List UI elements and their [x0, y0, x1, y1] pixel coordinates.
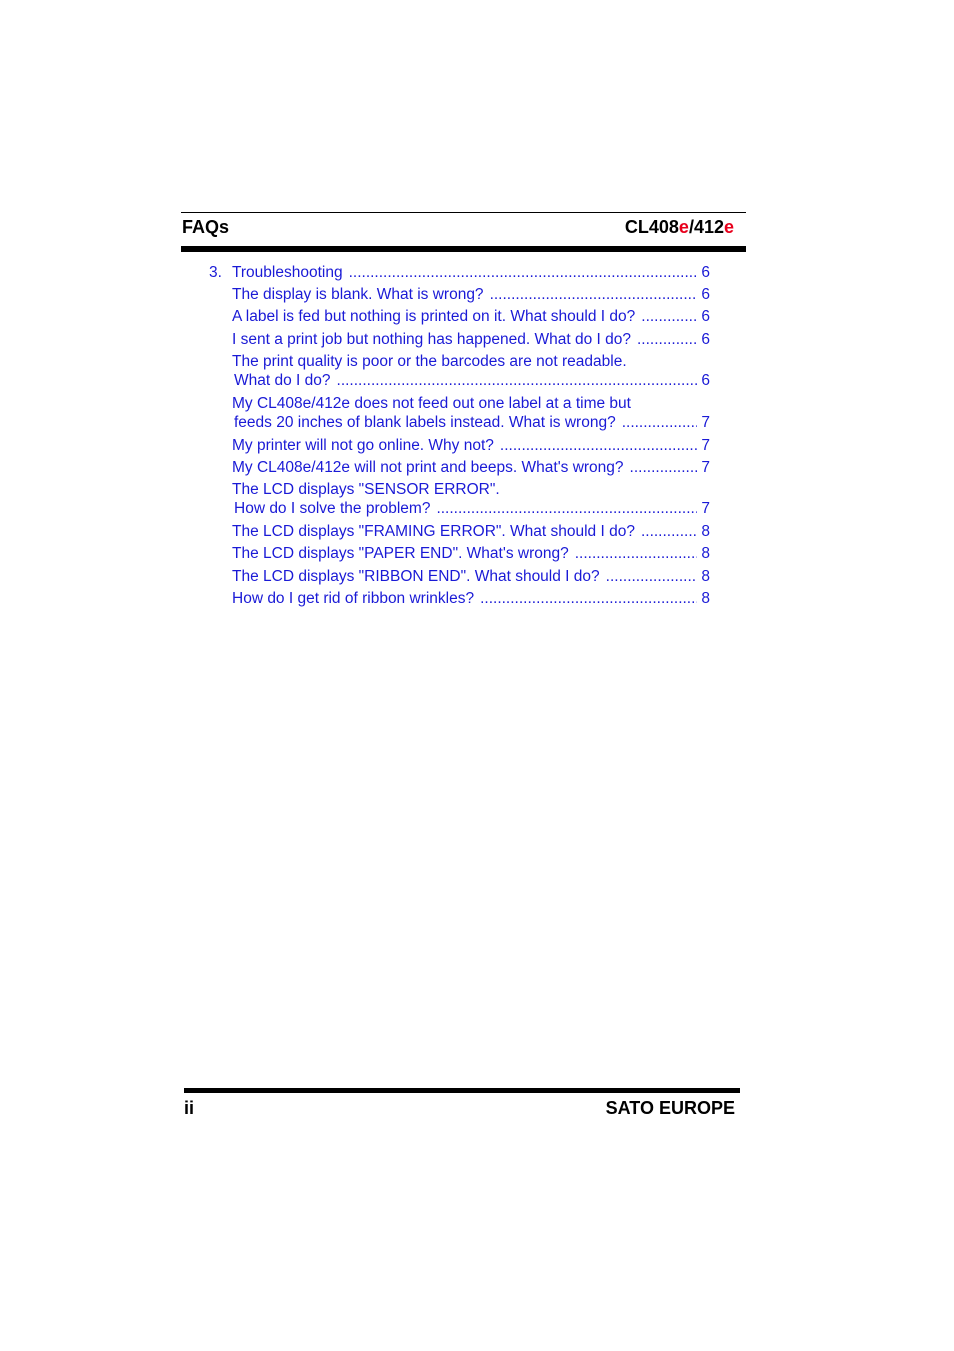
toc-page-number: 6	[701, 331, 710, 348]
toc-page-number: 8	[701, 590, 710, 607]
toc-entry-text: My CL408e/412e will not print and beeps. What's wrong?	[232, 459, 624, 476]
toc-entry[interactable]	[209, 435, 710, 457]
toc-entry-text: How do I get rid of ribbon wrinkles?	[232, 590, 475, 607]
model-prefix: CL408	[624, 217, 679, 237]
toc-entry[interactable]	[209, 393, 710, 434]
toc-entry[interactable]	[209, 329, 710, 351]
toc-page-number: 6	[701, 264, 710, 281]
toc-entry-text: I sent a print job but nothing has happened. What do I do?	[232, 331, 631, 348]
toc-entry[interactable]	[209, 521, 710, 543]
toc-entry-text: The LCD displays "RIBBON END". What should I do?	[232, 568, 600, 585]
toc-dot-leader	[500, 435, 697, 457]
company-name: SATO EUROPE	[605, 1098, 735, 1118]
toc-entry[interactable]	[209, 284, 710, 306]
toc-dot-leader	[490, 284, 698, 306]
toc-entry-text: The LCD displays "SENSOR ERROR".	[232, 481, 500, 498]
toc-dot-leader	[630, 457, 698, 479]
toc-entry[interactable]	[209, 543, 710, 565]
toc-entry[interactable]	[209, 588, 710, 610]
toc-dot-leader	[641, 521, 697, 543]
toc-page-number: 6	[701, 286, 710, 303]
toc-entry-text: How do I solve the problem?	[234, 500, 431, 517]
toc-entry-text: My printer will not go online. Why not?	[232, 437, 494, 454]
toc-entry-text: The LCD displays "FRAMING ERROR". What should I do?	[232, 523, 635, 540]
footer-bar	[184, 1088, 740, 1093]
toc-page-number: 7	[701, 414, 710, 431]
toc-entry[interactable]	[209, 351, 710, 392]
toc-entry-text: What do I do?	[234, 372, 331, 389]
toc-page-number: 8	[701, 568, 710, 585]
toc-entry[interactable]	[209, 457, 710, 479]
toc-dot-leader	[349, 262, 698, 284]
toc-entry[interactable]	[209, 566, 710, 588]
toc-page-number: 8	[701, 545, 710, 562]
toc-entry[interactable]	[209, 262, 710, 284]
toc-dot-leader	[641, 306, 697, 328]
toc-page-number: 6	[701, 372, 710, 389]
page-number: ii	[184, 1098, 195, 1118]
toc-entry-text: The print quality is poor or the barcodes are not readable.	[232, 353, 627, 370]
toc-entry-text: The display is blank. What is wrong?	[232, 286, 484, 303]
toc-entry-text: feeds 20 inches of blank labels instead. What is wrong?	[234, 414, 616, 431]
toc-entry[interactable]	[209, 306, 710, 328]
toc-section-number: 3.	[209, 264, 222, 281]
toc-dot-leader	[480, 588, 697, 610]
toc-entry-text: Troubleshooting	[232, 264, 343, 281]
toc-dot-leader	[606, 566, 698, 588]
model-name	[625, 217, 734, 238]
toc-page-number: 6	[701, 308, 710, 325]
toc-dot-leader	[575, 543, 698, 565]
model-suffix-e1: e	[678, 217, 689, 237]
toc-dot-leader	[622, 412, 698, 434]
toc-dot-leader	[436, 498, 697, 520]
toc-dot-leader	[637, 329, 697, 351]
page-title: FAQs	[182, 217, 230, 237]
header-bar	[181, 246, 746, 252]
toc-dot-leader	[337, 370, 698, 392]
toc-page-number: 8	[701, 523, 710, 540]
header-rule	[181, 212, 746, 213]
toc-page-number: 7	[701, 500, 710, 517]
toc-page-number: 7	[701, 437, 710, 454]
toc-entry-text: The LCD displays "PAPER END". What's wrong?	[232, 545, 569, 562]
toc-entry-text: A label is fed but nothing is printed on it. What should I do?	[232, 308, 636, 325]
toc-page-number: 7	[701, 459, 710, 476]
model-suffix-e2: e	[723, 217, 734, 237]
toc-entry[interactable]	[209, 479, 710, 520]
toc-entry-text: My CL408e/412e does not feed out one label at a time but	[232, 395, 631, 412]
model-mid: /412	[688, 217, 724, 237]
